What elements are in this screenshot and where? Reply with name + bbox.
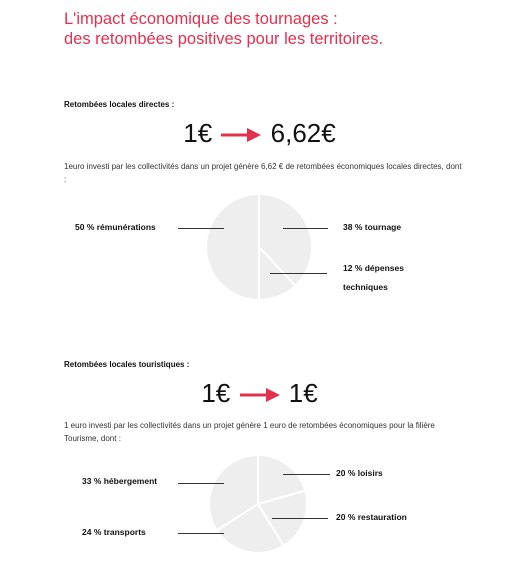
leader-line (283, 474, 330, 475)
slice-label-tournage: 38 % tournage (343, 222, 402, 232)
slice-label-remunerations: 50 % rémunérations (75, 222, 156, 232)
leader-line (270, 273, 327, 274)
slice-label-transports: 24 % transports (82, 527, 146, 537)
arrow-right-icon (221, 128, 261, 142)
slice-label-depenses-techniques (343, 259, 404, 297)
pie-slice (206, 194, 259, 300)
title-line-1: L'impact économique des tournages : (64, 10, 338, 28)
equation-right: 1€ (288, 378, 318, 408)
equation-left: 1€ (183, 118, 213, 148)
section-heading-tourism: Retombées locales touristiques : (64, 360, 190, 369)
equation-left: 1€ (201, 378, 231, 408)
equation-direct (0, 118, 519, 149)
leader-line (283, 228, 328, 229)
leader-line (178, 483, 224, 484)
arrow-right-icon (240, 388, 280, 402)
leader-line (178, 228, 224, 229)
equation-right: 6,62€ (270, 118, 336, 148)
slice-label-hebergement: 33 % hébergement (82, 476, 158, 486)
description-direct: 1euro investi par les collectivités dans un projet génère 6,62 € de retombées économiques locales directes, dont : (64, 162, 462, 184)
slice-label-restauration: 20 % restauration (336, 512, 407, 522)
description-tourism: 1 euro investi par les collectivités dans un projet génère 1 euro de retombées économiques pour la filière Tourisme, dont : (64, 421, 435, 443)
page-title (64, 9, 504, 49)
pie-chart-direct (205, 193, 313, 301)
equation-tourism (0, 378, 519, 409)
title-line-2: des retombées positives pour les territoires. (64, 30, 384, 48)
pie-chart-tourism (208, 454, 308, 554)
slice-label-line-2: techniques (343, 282, 388, 292)
section-heading-direct: Retombées locales directes : (64, 100, 175, 109)
leader-line (178, 533, 224, 534)
slice-label-line-1: 12 % dépenses (343, 263, 404, 273)
slice-label-loisirs: 20 % loisirs (336, 468, 383, 478)
leader-line (272, 518, 328, 519)
